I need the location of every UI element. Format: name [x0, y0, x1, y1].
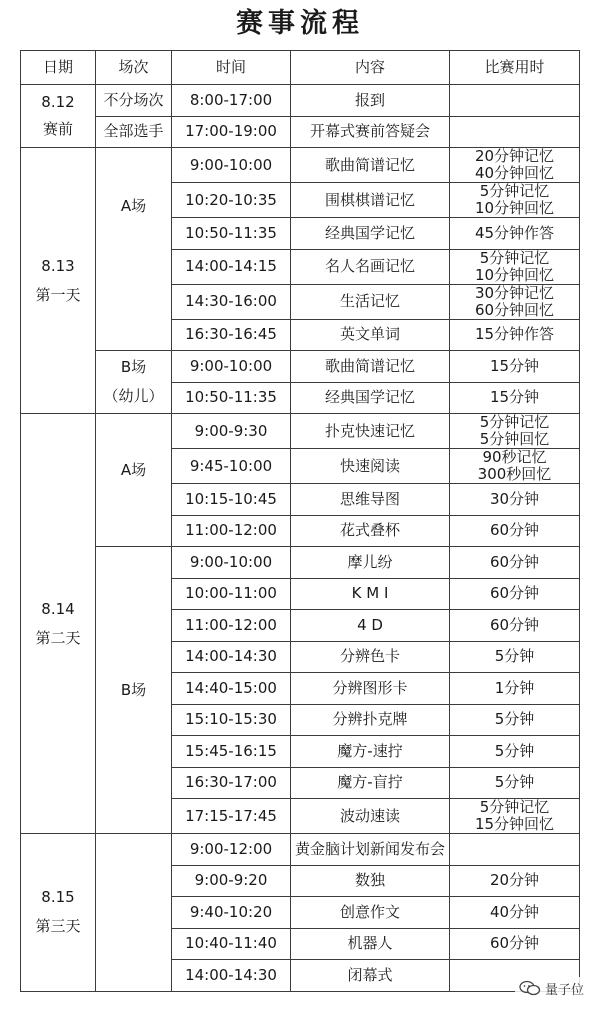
- header-time: 时间: [172, 51, 291, 85]
- content-cell: 魔方-速拧: [291, 736, 450, 768]
- content-cell: 思维导图: [291, 484, 450, 516]
- duration-cell: 30分钟记忆 60分钟回忆: [450, 284, 580, 319]
- date-cell: [21, 834, 96, 992]
- duration-cell: 15分钟: [450, 382, 580, 414]
- duration-cell: [450, 834, 580, 866]
- time-cell: 10:40-11:40: [172, 928, 291, 960]
- time-cell: 9:00-12:00: [172, 834, 291, 866]
- time-cell: 9:00-10:00: [172, 547, 291, 579]
- content-cell: 创意作文: [291, 897, 450, 929]
- duration-cell: 5分钟: [450, 767, 580, 799]
- time-cell: 9:00-10:00: [172, 351, 291, 383]
- content-cell: 报到: [291, 85, 450, 117]
- session-cell: B场 （幼儿）: [96, 351, 172, 414]
- duration-cell: 40分钟: [450, 897, 580, 929]
- content-cell: 围棋棋谱记忆: [291, 183, 450, 218]
- content-cell: 分辨色卡: [291, 641, 450, 673]
- content-cell: 分辨扑克牌: [291, 704, 450, 736]
- session-cell: B场: [96, 547, 172, 834]
- content-cell: 分辨图形卡: [291, 673, 450, 705]
- time-cell: 14:40-15:00: [172, 673, 291, 705]
- duration-cell: 60分钟: [450, 515, 580, 547]
- duration-cell: 30分钟: [450, 484, 580, 516]
- time-cell: 15:10-15:30: [172, 704, 291, 736]
- date-cell: [21, 85, 96, 148]
- content-cell: 名人名画记忆: [291, 249, 450, 284]
- time-cell: 8:00-17:00: [172, 85, 291, 117]
- time-cell: 14:00-14:15: [172, 249, 291, 284]
- content-cell: 魔方-盲拧: [291, 767, 450, 799]
- time-cell: 10:50-11:35: [172, 218, 291, 250]
- time-cell: 10:15-10:45: [172, 484, 291, 516]
- session-cell: A场: [96, 414, 172, 547]
- time-cell: 11:00-12:00: [172, 610, 291, 642]
- duration-cell: 5分钟记忆 5分钟回忆: [450, 414, 580, 449]
- duration-cell: 60分钟: [450, 578, 580, 610]
- content-cell: 经典国学记忆: [291, 382, 450, 414]
- time-cell: 9:00-10:00: [172, 148, 291, 183]
- content-cell: 数独: [291, 865, 450, 897]
- duration-cell: 45分钟作答: [450, 218, 580, 250]
- duration-cell: 1分钟: [450, 673, 580, 705]
- content-cell: 歌曲简谱记忆: [291, 351, 450, 383]
- date-label: 第三天: [35, 917, 81, 936]
- date-label: 第二天: [35, 628, 81, 647]
- duration-cell: 5分钟: [450, 704, 580, 736]
- duration-cell: 5分钟: [450, 736, 580, 768]
- time-cell: 9:00-9:30: [172, 414, 291, 449]
- time-cell: 9:40-10:20: [172, 897, 291, 929]
- duration-cell: 5分钟记忆 15分钟回忆: [450, 799, 580, 834]
- content-cell: 花式叠杯: [291, 515, 450, 547]
- duration-cell: 90秒记忆 300秒回忆: [450, 449, 580, 484]
- content-cell: 开幕式赛前答疑会: [291, 116, 450, 148]
- content-cell: K M I: [291, 578, 450, 610]
- duration-cell: 20分钟: [450, 865, 580, 897]
- content-cell: 4 D: [291, 610, 450, 642]
- table-row: [21, 834, 580, 866]
- duration-cell: 15分钟作答: [450, 319, 580, 351]
- content-cell: 黄金脑计划新闻发布会: [291, 834, 450, 866]
- schedule-table: [20, 50, 580, 992]
- duration-cell: [450, 116, 580, 148]
- duration-cell: 60分钟: [450, 547, 580, 579]
- date-value: 8.13: [41, 256, 75, 275]
- content-cell: 英文单词: [291, 319, 450, 351]
- session-cell: A场: [96, 148, 172, 351]
- time-cell: 17:15-17:45: [172, 799, 291, 834]
- duration-cell: 60分钟: [450, 610, 580, 642]
- wechat-icon: [519, 980, 541, 996]
- header-date: 日期: [21, 51, 96, 85]
- duration-cell: 5分钟记忆 10分钟回忆: [450, 183, 580, 218]
- content-cell: 快速阅读: [291, 449, 450, 484]
- session-cell: 不分场次: [96, 85, 172, 117]
- duration-cell: 5分钟记忆 10分钟回忆: [450, 249, 580, 284]
- duration-cell: [450, 85, 580, 117]
- header-session: 场次: [96, 51, 172, 85]
- date-cell: [21, 148, 96, 414]
- watermark-label: 量子位: [544, 982, 584, 998]
- date-label: 赛前: [42, 120, 73, 138]
- time-cell: 16:30-16:45: [172, 319, 291, 351]
- page-title: 赛事流程: [236, 8, 364, 39]
- session-cell: 全部选手: [96, 116, 172, 148]
- date-value: 8.12: [41, 93, 75, 111]
- time-cell: 15:45-16:15: [172, 736, 291, 768]
- content-cell: 波动速读: [291, 799, 450, 834]
- time-cell: 11:00-12:00: [172, 515, 291, 547]
- table-row: [21, 85, 580, 117]
- time-cell: 14:30-16:00: [172, 284, 291, 319]
- time-cell: 10:00-11:00: [172, 578, 291, 610]
- duration-cell: 60分钟: [450, 928, 580, 960]
- date-cell: [21, 414, 96, 834]
- duration-cell: 5分钟: [450, 641, 580, 673]
- watermark: [515, 977, 588, 999]
- header-content: 内容: [291, 51, 450, 85]
- table-row: [21, 414, 580, 449]
- content-cell: 闭幕式: [291, 960, 450, 992]
- time-cell: 14:00-14:30: [172, 641, 291, 673]
- duration-cell: 15分钟: [450, 351, 580, 383]
- time-cell: 9:45-10:00: [172, 449, 291, 484]
- content-cell: 摩儿纷: [291, 547, 450, 579]
- content-cell: 经典国学记忆: [291, 218, 450, 250]
- date-value: 8.14: [41, 599, 75, 618]
- session-cell: [96, 834, 172, 992]
- time-cell: 14:00-14:30: [172, 960, 291, 992]
- table-row: [21, 351, 580, 383]
- time-cell: 17:00-19:00: [172, 116, 291, 148]
- time-cell: 9:00-9:20: [172, 865, 291, 897]
- time-cell: 10:20-10:35: [172, 183, 291, 218]
- content-cell: 机器人: [291, 928, 450, 960]
- table-row: [21, 547, 580, 579]
- table-row: [21, 116, 580, 148]
- content-cell: 生活记忆: [291, 284, 450, 319]
- table-row: [21, 148, 580, 183]
- date-label: 第一天: [35, 285, 81, 304]
- duration-cell: 20分钟记忆 40分钟回忆: [450, 148, 580, 183]
- time-cell: 10:50-11:35: [172, 382, 291, 414]
- content-cell: 歌曲简谱记忆: [291, 148, 450, 183]
- content-cell: 扑克快速记忆: [291, 414, 450, 449]
- date-value: 8.15: [41, 888, 75, 907]
- time-cell: 16:30-17:00: [172, 767, 291, 799]
- table-header-row: [21, 51, 580, 85]
- header-duration: 比赛用时: [450, 51, 580, 85]
